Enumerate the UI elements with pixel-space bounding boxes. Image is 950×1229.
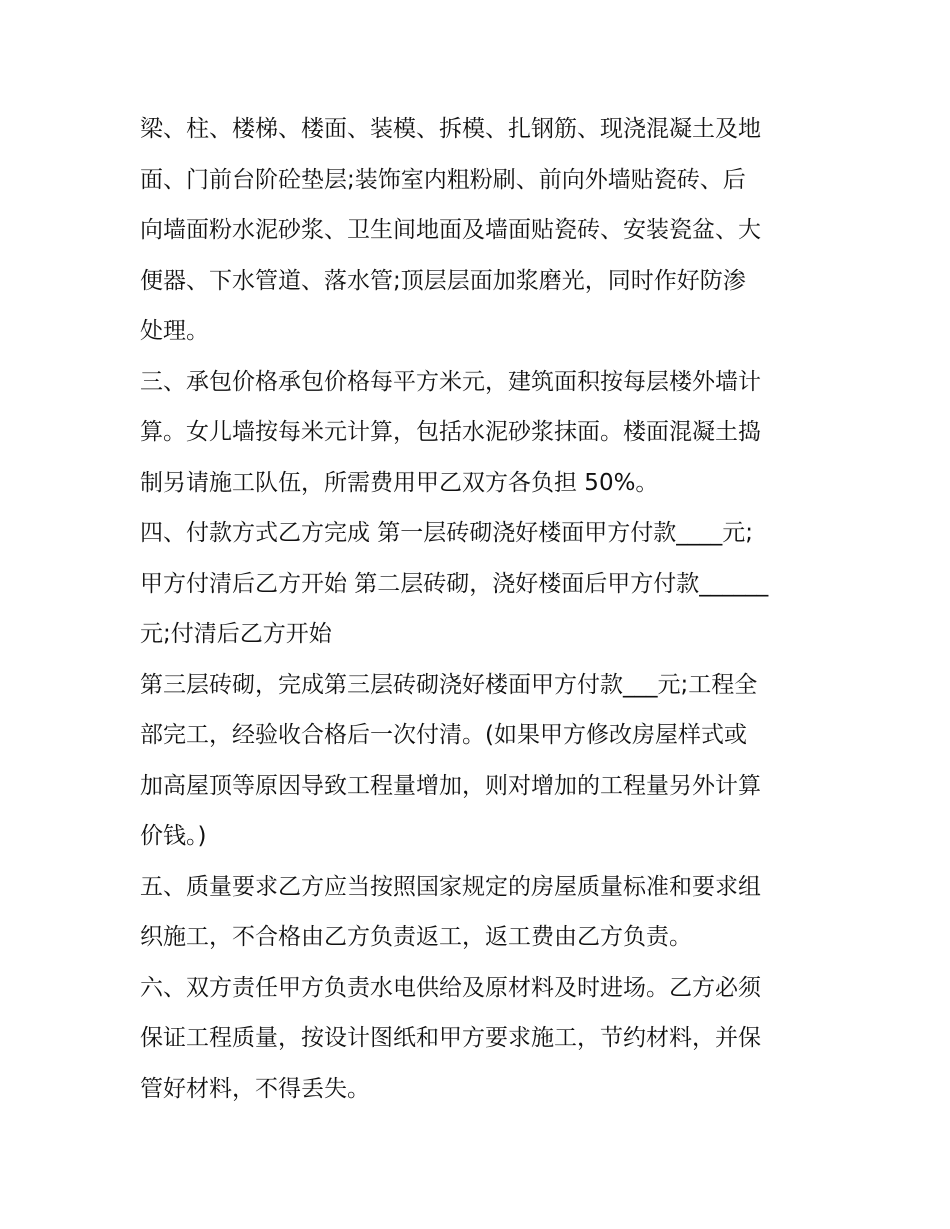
text-line: 便器、下水管道、落水管;顶层层面加浆磨光，同时作好防渗 [140,267,746,294]
text-line: 保证工程质量，按设计图纸和甲方要求施工，节约材料，并保 [140,1025,761,1051]
text-line: 加高屋顶等原因导致工程量增加，则对增加的工程量另外计算 [140,772,761,799]
text-line: 部完工，经验收合格后一次付清。(如果甲方修改房屋样式或 [140,722,747,748]
text-line: 四、付款方式乙方完成 第一层砖砌浇好楼面甲方付款____元; [140,520,754,546]
text-line: 处理。 [140,318,209,344]
text-line: 五、质量要求乙方应当按照国家规定的房屋质量标准和要求组 [140,873,761,900]
document-body [140,104,812,1114]
text-line: 价钱。) [140,823,207,849]
text-line: 第三层砖砌，完成第三层砖砌浇好楼面甲方付款___元;工程全 [140,671,758,698]
text-line: 管好材料，不得丢失。 [140,1075,370,1102]
text-line: 算。女儿墙按每米元计算，包括水泥砂浆抹面。楼面混凝土捣 [140,419,761,445]
text-line: 制另请施工队伍，所需费用甲乙双方各负担 50%。 [140,469,659,496]
text-line: 向墙面粉水泥砂浆、卫生间地面及墙面贴瓷砖、安装瓷盆、大 [140,217,761,243]
text-line: 织施工，不合格由乙方负责返工，返工费由乙方负责。 [140,924,692,950]
text-line: 面、门前台阶砼垫层;装饰室内粗粉刷、前向外墙贴瓷砖、后 [140,166,746,193]
text-line: 甲方付清后乙方开始 第二层砖砌，浇好楼面后甲方付款______ [140,570,769,597]
text-line: 梁、柱、楼梯、楼面、装模、拆模、扎钢筋、现浇混凝土及地 [140,116,761,142]
text-line: 三、承包价格承包价格每平方米元，建筑面积按每层楼外墙计 [140,368,761,395]
text-line: 六、双方责任甲方负责水电供给及原材料及时进场。乙方必须 [140,974,761,1001]
text-line: 元;付清后乙方开始 [140,621,332,647]
